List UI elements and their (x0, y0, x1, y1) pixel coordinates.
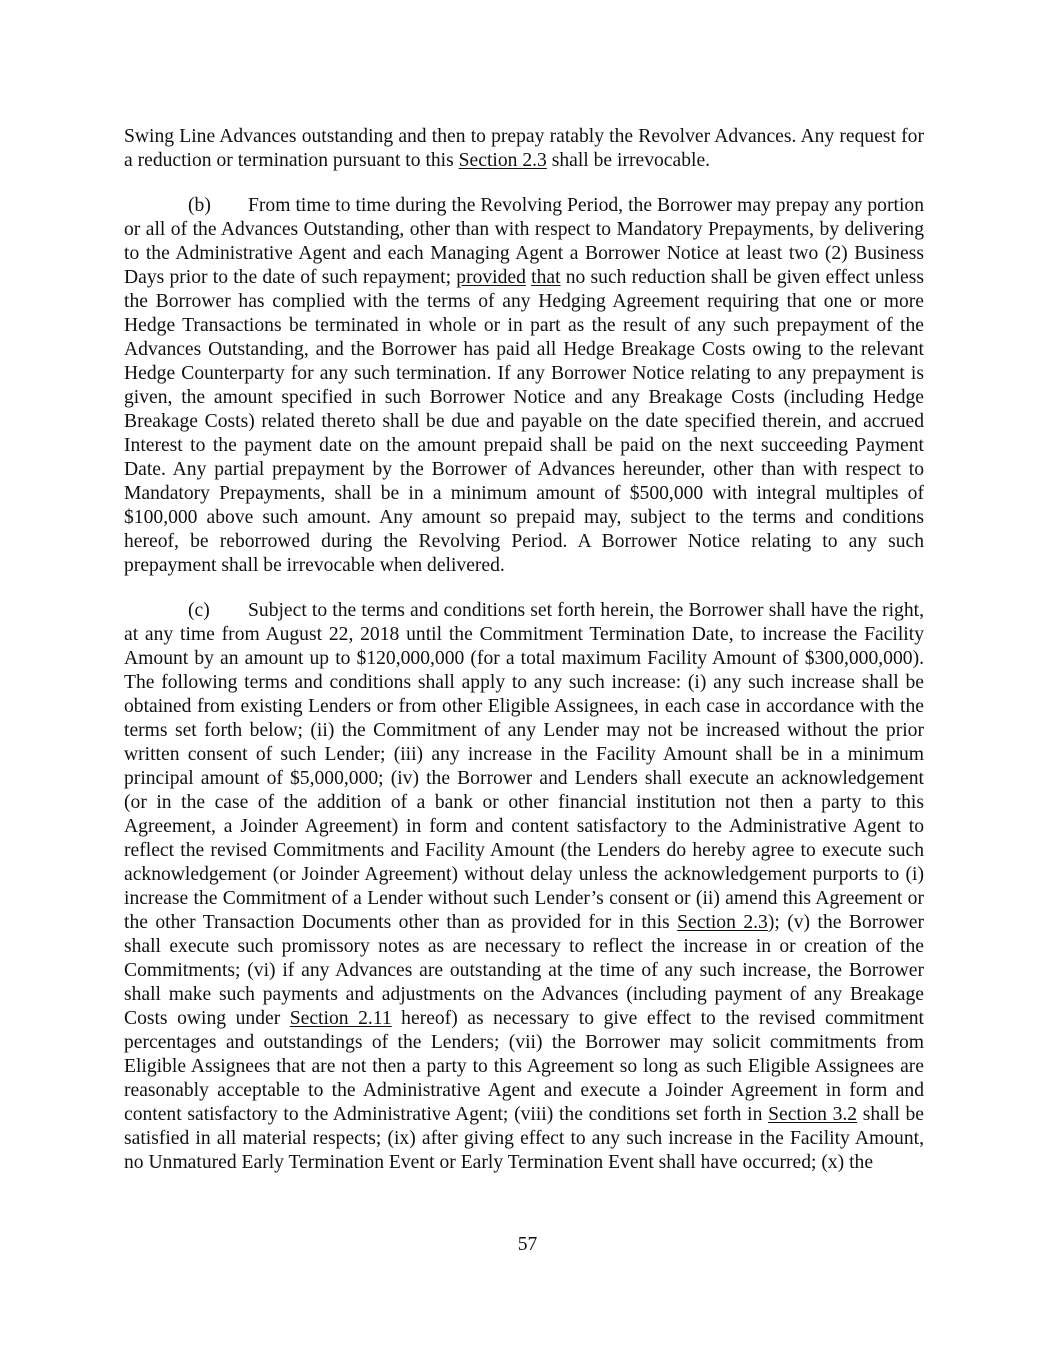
paragraph-text: hereof) as necessary to give effect to the revised commitment percentages and outstandings of the Lenders; (vii) the Borrower may solicit commitments from Eligible Assignees that are not then a party to this Agreement so long as such Eligible Assignees are reasonably acceptable to the Administrative Agent and execute a Joinder Agreement in form and content satisfactory to the Administrative Agent; (viii) the conditions set forth in (124, 1008, 925, 1125)
subsection-label: (c) (188, 600, 210, 621)
section-reference: Section 3.2 (768, 1104, 858, 1125)
underlined-term: provided (456, 267, 526, 288)
section-reference: Section 2.3 (458, 150, 547, 171)
paragraph-b (124, 194, 924, 578)
paragraph-text: shall be irrevocable. (546, 150, 711, 171)
paragraph-text: Subject to the terms and conditions set forth herein, the Borrower shall have the right, at any time from August 22, 2018 until the Commitment Termination Date, to increase the Facility Amount by an amount up to $120,000,000 (for a total maximum Facility Amount of $300,000,000). The following terms and conditions shall apply to any such increase: (i) any such increase shall be obtained from existing Lenders or from other Eligible Assignees, in each case in accordance with the terms set forth below; (ii) the Commitment of any Lender may not be increased without the prior written consent of such Lender; (iii) any increase in the Facility Amount shall be in a minimum principal amount of $5,000,000; (iv) the Borrower and Lenders shall execute an acknowledgement (or in the case of the addition of a bank or other financial institution not then a party to this Agreement, a Joinder Agreement) in form and content satisfactory to the Administrative Agent to reflect the revised Commitments and Facility Amount (the Lenders do hereby agree to execute such acknowledgement (or Joinder Agreement) without delay unless the acknowledgement purports to (i) increase the Commitment of a Lender without such Lender’s consent or (ii) amend this Agreement or the other Transaction Documents other than as provided for in this (124, 600, 924, 933)
document-page (124, 125, 924, 1196)
paragraph-text: From time to time during the Revolving Period, the Borrower may prepay any portion or all of the Advances Outstanding, other than with respect to Mandatory Prepayments, by delivering to the Administrative Agent and each Managing Agent a Borrower Notice at least two (2) Business Days prior to the date of such repayment; (124, 195, 924, 288)
subsection-label: (b) (188, 195, 211, 216)
paragraph-text: ); (v) the Borrower shall execute such promissory notes as are necessary to reflect the increase in or creation of the Commitments; (vi) if any Advances are outstanding at the time of any such increase, the Borrower shall make such payments and adjustments on the Advances (including payment of any Breakage Costs owing under (124, 912, 924, 1029)
paragraph-text: no such reduction shall be given effect unless the Borrower has complied with the terms of any Hedging Agreement requiring that one or more Hedge Transactions be terminated in whole or in part as the result of any such prepayment of the Advances Outstanding, and the Borrower has paid all Hedge Breakage Costs owing to the relevant Hedge Counterparty for any such termination. If any Borrower Notice relating to any prepayment is given, the amount specified in such Borrower Notice and any Breakage Costs (including Hedge Breakage Costs) related thereto shall be due and payable on the date specified therein, and accrued Interest to the payment date on the amount prepaid shall be paid on the next succeeding Payment Date. Any partial prepayment by the Borrower of Advances hereunder, other than with respect to Mandatory Prepayments, shall be in a minimum amount of $500,000 with integral multiples of $100,000 above such amount. Any amount so prepaid may, subject to the terms and conditions hereof, be reborrowed during the Revolving Period. A Borrower Notice relating to any such prepayment shall be irrevocable when delivered. (124, 267, 924, 576)
paragraph-continuation (124, 125, 924, 173)
page-number: 57 (517, 1234, 538, 1255)
underlined-term: that (531, 267, 561, 288)
paragraph-c (124, 599, 924, 1175)
paragraph-text: shall be satisfied in all material respects; (ix) after giving effect to any such increase in the Facility Amount, no Unmatured Early Termination Event or Early Termination Event shall have occurred; (x) the (124, 1104, 924, 1173)
section-reference: Section 2.11 (289, 1008, 392, 1029)
paragraph-text: Swing Line Advances outstanding and then to prepay ratably the Revolver Advances. Any request for a reduction or termination pursuant to this (124, 126, 924, 171)
section-reference: Section 2.3 (677, 912, 768, 933)
